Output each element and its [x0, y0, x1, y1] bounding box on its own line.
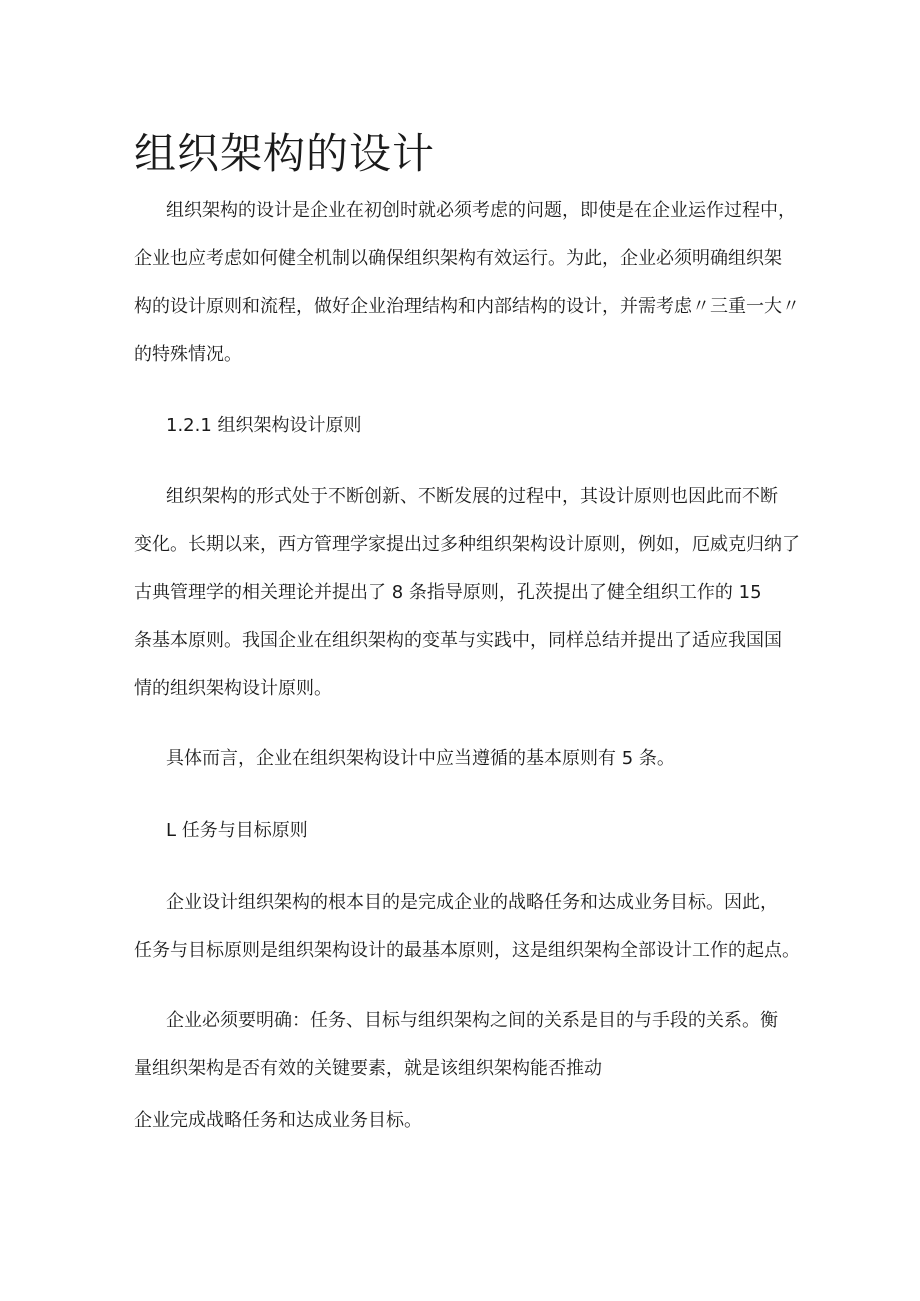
section-paragraph-line: 条基本原则。我国企业在组织架构的变革与实践中，同样总结并提出了适应我国国	[134, 630, 782, 651]
specifics-text: 具体而言，企业在组织架构设计中应当遵循的基本原则有 5 条。	[166, 748, 675, 769]
intro-line: 的特殊情况。	[134, 344, 242, 365]
intro-line: 构的设计原则和流程，做好企业治理结构和内部结构的设计，并需考虑〃三重一大〃	[134, 296, 800, 317]
must-paragraph-line: 企业完成战略任务和达成业务目标。	[134, 1110, 422, 1131]
principle-paragraph-line: 企业设计组织架构的根本目的是完成企业的战略任务和达成业务目标。因此，	[166, 892, 778, 913]
section-paragraph-line: 组织架构的形式处于不断创新、不断发展的过程中，其设计原则也因此而不断	[166, 486, 778, 507]
section-paragraph-line: 情的组织架构设计原则。	[134, 678, 332, 699]
section-paragraph-line: 古典管理学的相关理论并提出了 8 条指导原则，孔茨提出了健全组织工作的 15	[134, 582, 762, 603]
page-title: 组织架构的设计	[134, 129, 436, 178]
section-paragraph-line: 变化。长期以来，西方管理学家提出过多种组织架构设计原则，例如，厄威克归纳了	[134, 534, 800, 555]
section-heading: 1.2.1 组织架构设计原则	[166, 415, 362, 436]
must-paragraph-line: 量组织架构是否有效的关键要素，就是该组织架构能否推动	[134, 1058, 602, 1079]
intro-line: 组织架构的设计是企业在初创时就必须考虑的问题，即使是在企业运作过程中，	[166, 200, 796, 221]
must-paragraph-line: 企业必须要明确：任务、目标与组织架构之间的关系是目的与手段的关系。衡	[166, 1010, 778, 1031]
intro-line: 企业也应考虑如何健全机制以确保组织架构有效运行。为此，企业必须明确组织架	[134, 248, 782, 269]
principle-heading: L 任务与目标原则	[166, 820, 308, 841]
principle-paragraph-line: 任务与目标原则是组织架构设计的最基本原则，这是组织架构全部设计工作的起点。	[134, 940, 800, 961]
